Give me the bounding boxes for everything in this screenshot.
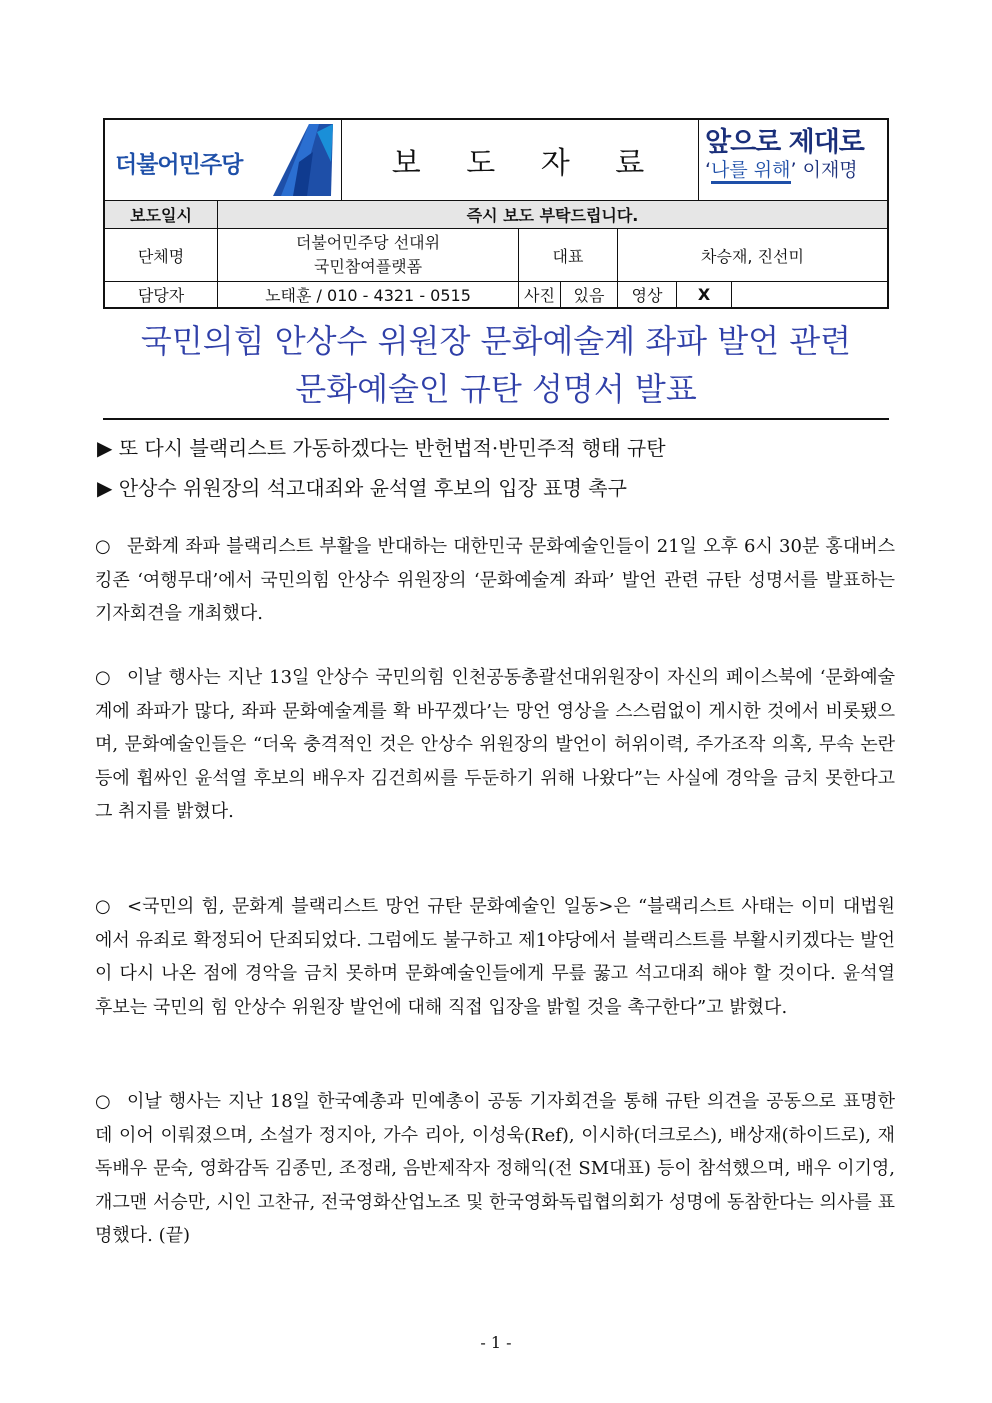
party-logo (105, 120, 342, 200)
contact-row (105, 282, 887, 307)
slogan-sub (705, 158, 887, 182)
paragraph-3-text: <국민의 힘, 문화계 블랙리스트 망언 규탄 문화예술인 일동>은 “블랙리스트 사태는 이미 대법원에서 유죄로 확정되어 단죄되었다. 그럼에도 불구하고 제1야당에서 블랙리스트를 부활시키겠다는 발언이 다시 나온 점에 경악을 금치 못하며 문화예술인들에게 무릎 꿇고 석고대죄 해야 할 것이다. 윤석열 후보는 국민의 힘 안상수 위원장 발언에 대해 직접 입장을 밝힐 것을 촉구한다”고 밝혔다. (95, 896, 895, 1018)
slogan-highlight: 나를 위해 (711, 159, 790, 184)
press-header-table (103, 118, 889, 309)
subhead-1: ▶ 또 다시 블랙리스트 가동하겠다는 반헌법적·반민주적 행태 규탄 (97, 436, 666, 460)
rep-value: 차승재, 진선미 (701, 246, 804, 266)
paragraph-3 (95, 890, 895, 1024)
bullet-circle-icon: ○ (95, 667, 111, 688)
party-name: 더불어민주당 (115, 152, 243, 178)
bullet-circle-icon: ○ (95, 536, 111, 557)
slogan-name: ’ 이재명 (790, 159, 858, 181)
paragraph-4 (95, 1085, 895, 1253)
release-row (105, 201, 887, 229)
org-value (218, 229, 519, 281)
video-value: X (677, 282, 732, 307)
paragraph-4-text: 이날 행사는 지난 18일 한국예총과 민예총이 공동 기자회견을 통해 규탄 의견을 공동으로 표명한 데 이어 이뤄졌으며, 소설가 정지아, 가수 리아, 이성욱(Ref), 이시하(더크로스), 배상재(하이드로), 재독배우 문숙, 영화감독 김종민, 조정래, 음반제작자 정해익(전 SM대표) 등이 참석했으며, 배우 이기영, 개그맨 서승만, 시인 고찬규, 전국영화산업노조 및 한국영화독립협의회가 성명에 동참한다는 의사를 표명했다. (끝) (95, 1091, 895, 1246)
release-label: 보도일시 (105, 201, 218, 228)
contact-label: 담당자 (105, 282, 218, 307)
headline-line1: 국민의힘 안상수 위원장 문화예술계 좌파 발언 관련 (140, 322, 852, 360)
photo-value: 있음 (561, 282, 618, 307)
page-number: - 1 - (480, 1333, 512, 1352)
rep-label: 대표 (519, 229, 618, 281)
headline-line2: 문화예술인 규탄 성명서 발표 (295, 370, 697, 408)
paragraph-1 (95, 530, 895, 631)
video-label: 영상 (618, 282, 677, 307)
org-label: 단체명 (105, 229, 218, 281)
photo-label: 사진 (519, 282, 561, 307)
campaign-slogan (699, 120, 887, 200)
contact-value: 노태훈 / 010 - 4321 - 0515 (218, 282, 519, 307)
paragraph-1-text: 문화계 좌파 블랙리스트 부활을 반대하는 대한민국 문화예술인들이 21일 오후 6시 30분 홍대버스킹존 ‘여행무대’에서 국민의힘 안상수 위원장의 ‘문화예술계 좌파’ 발언 관련 규탄 성명서를 발표하는 기자회견을 개최했다. (95, 536, 895, 624)
bullet-circle-icon: ○ (95, 896, 111, 917)
paragraph-2-text: 이날 행사는 지난 13일 안상수 국민의힘 인천공동총괄선대위원장이 자신의 페이스북에 ‘문화예술계에 좌파가 많다, 좌파 문화예술계를 확 바꾸겠다’는 망언 영상을 스스럼없이 게시한 것에서 비롯됐으며, 문화예술인들은 “더욱 충격적인 것은 안상수 위원장의 발언이 허위이력, 주가조작 의혹, 무속 논란 등에 휩싸인 윤석열 후보의 배우자 김건희씨를 두둔하기 위해 나왔다”는 사실에 경악을 금치 못한다고 그 취지를 밝혔다. (95, 667, 895, 822)
org-value-line2: 국민참여플랫폼 (313, 257, 423, 276)
slogan-quote-open: ‘ (705, 159, 712, 181)
bullet-circle-icon: ○ (95, 1091, 111, 1112)
party-logo-mark-icon (259, 122, 339, 198)
org-value-line1: 더불어민주당 선대위 (295, 233, 441, 252)
release-value: 즉시 보도 부탁드립니다. (466, 206, 639, 225)
empty-cell (732, 282, 887, 307)
org-row (105, 229, 887, 282)
subhead-2: ▶ 안상수 위원장의 석고대죄와 윤석열 후보의 입장 표명 촉구 (97, 476, 627, 500)
headline-divider (103, 418, 889, 420)
paragraph-2 (95, 661, 895, 829)
doc-type-title: 보 도 자 료 (342, 120, 699, 200)
slogan-main: 앞으로 제대로 (705, 127, 864, 158)
header-top-row (105, 120, 887, 201)
